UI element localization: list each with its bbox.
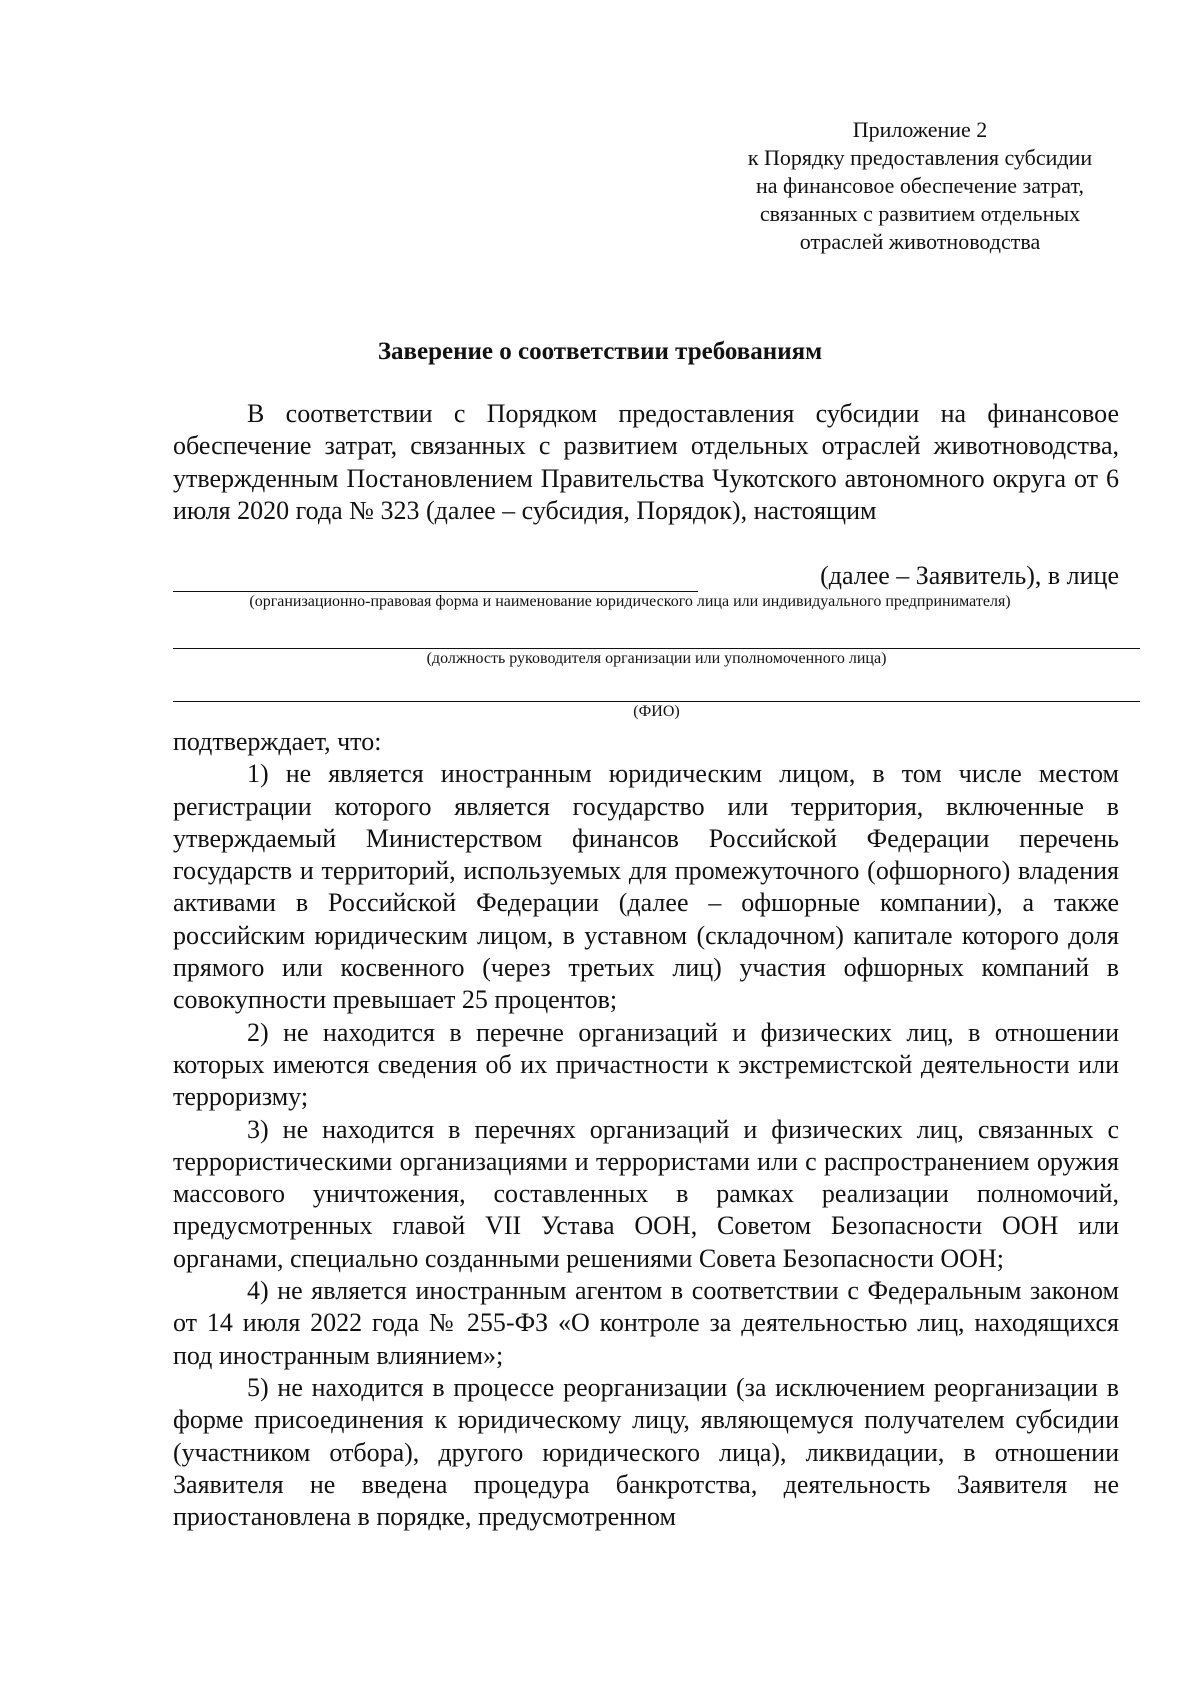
list-item: 3) не находится в перечнях организаций и физических лиц, связанных с террористическими организациями и террористами или с распространением оружия массового уничтожения, составленных в рамках реализации полномочий, предусмотренных главой VII Устава ООН, Советом Безопасности ООН или органами, специально созданными решениями Совета Безопасности ООН;: [173, 1114, 1119, 1273]
appendix-line: связанных с развитием отдельных: [759, 201, 1081, 226]
confirms-text: подтверждает, что:: [173, 727, 382, 756]
document-title: Заверение о соответствии требованиям: [377, 338, 823, 365]
confirmation-list: [173, 726, 1119, 1533]
list-item: 5) не находится в процессе реорганизации (за исключением реорганизации в форме присоединения к юридическому лицу, являющемуся получателем субсидии (участником отбора), другого юридического лица), ликвидации, в отношении Заявителя не введена процедура банкротства, деятельность Заявителя не приостановлена в порядке, предусмотренном: [173, 1372, 1119, 1532]
fio-caption: (ФИО): [633, 703, 680, 720]
appendix-line: на финансовое обеспечение затрат,: [756, 173, 1084, 198]
intro-paragraph: В соответствии с Порядком предоставления субсидии на финансовое обеспечение затрат, связанных с развитием отдельных отраслей животноводства, утвержденным Постановлением Правительства Чукотского автономного округа от 6 июля 2020 года № 323 (далее – субсидия, Порядок), настоящим: [173, 399, 1119, 525]
position-caption: (должность руководителя организации или уполномоченного лица): [426, 650, 887, 667]
appendix-header: [700, 116, 1140, 256]
applicant-suffix: (далее – Заявитель), в лице: [820, 561, 1119, 590]
appendix-line: к Порядку предоставления субсидии: [747, 145, 1093, 170]
appendix-line: отраслей животноводства: [799, 229, 1041, 254]
list-item: 1) не является иностранным юридическим лицом, в том числе местом регистрации которого является государство или территория, включенные в утверждаемый Министерством финансов Российской Федерации перечень государств и территорий, используемых для промежуточного (офшорного) владения активами в Российской Федерации (далее – офшорные компании), а также российским юридическим лицом, в уставном (складочном) капитале которого доля прямого или косвенного (через третьих лиц) участия офшорных компаний в совокупности превышает 25 процентов;: [173, 759, 1119, 1015]
list-item: 4) не является иностранным агентом в соответствии с Федеральным законом от 14 июля 2022 года № 255-ФЗ «О контроле за деятельностью лиц, находящихся под иностранным влиянием»;: [173, 1276, 1119, 1370]
intro-section: [173, 398, 1119, 527]
org-name-caption: (организационно-правовая форма и наименование юридического лица или индивидуального предпринимателя): [249, 593, 1011, 610]
appendix-line: Приложение 2: [852, 117, 988, 142]
list-item: 2) не находится в перечне организаций и физических лиц, в отношении которых имеются сведения об их причастности к экстремистской деятельности или терроризму;: [173, 1017, 1119, 1112]
